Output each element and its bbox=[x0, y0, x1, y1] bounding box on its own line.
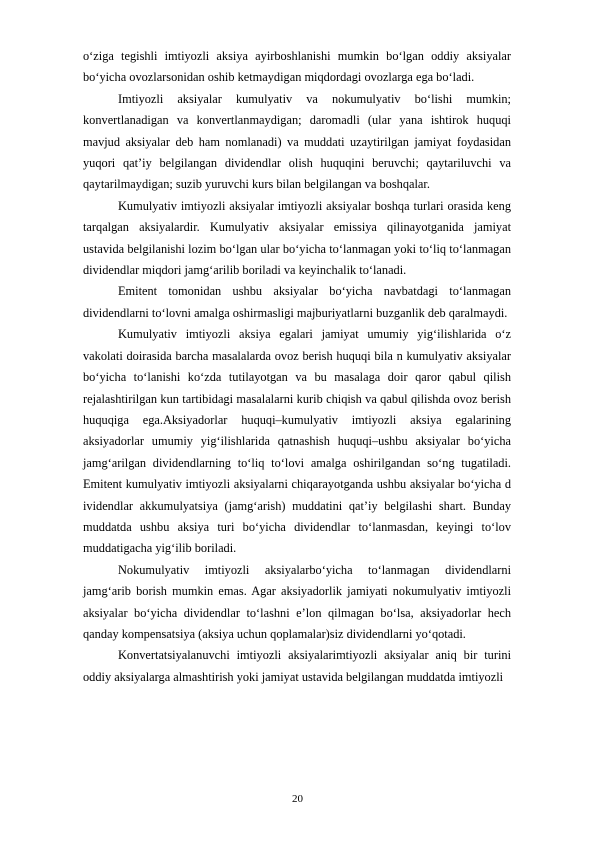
paragraph-cumulative-holders-rights: Kumulyativ imtiyozli aksiya egalari jamiyat umumiy yig‘ilishlarida o‘z vakolati doirasida barcha masalalarda ovoz berish huquqi bila n kumulyativ aksiyalar bo‘yicha to‘lanishi ko‘zda tutilayotgan va bu masalaga doir qaror qabul qilish rejalashtirilgan kun tartibidagi masalalarni kurib chiqish va qabul qilishda ovoz berish huquqiga ega.Aksiyadorlar huquqi–kumulyativ imtiyozli aksiya egalarining aksiyadorlar umumiy yig‘ilishlarida qatnashish huquqi–ushbu aksiyalar bo‘yicha jamg‘arilgan dividendlarning to‘liq to‘lovi amalga oshirilgandan so‘ng tugatiladi. Emitent kumulyativ imtiyozli aksiyalarni chiqarayotganda ushbu aksiyalar bo‘yicha d ividendlar akkumulyatsiya (jamg‘arish) muddatini qat’iy belgilashi shart. Bunday muddatda ushbu aksiya turi bo‘yicha dividendlar to‘lanmasdan, keyingi to‘lov muddatigacha yig‘ilib boriladi. bbox=[83, 327, 511, 556]
page-number: 20 bbox=[292, 793, 303, 805]
paragraph-convertible-shares: Konvertatsiyalanuvchi imtiyozli aksiyalarimtiyozli aksiyalar aniq bir turini oddiy aksiyalarga almashtirish yoki jamiyat ustavida belgilangan muddatda imtiyozli bbox=[83, 648, 511, 684]
paragraph-cumulative-shares: Kumulyativ imtiyozli aksiyalar imtiyozli aksiyalar boshqa turlari orasida keng tarqalgan aksiyalardir. Kumulyativ aksiyalar emissiya qilinayotganida jamiyat ustavida belgilanishi lozim bo‘lgan ular bo‘yicha to‘lanmagan yoki to‘liq to‘lanmagan dividendlar miqdori jamg‘arilib boriladi va keyinchalik to‘lanadi. bbox=[83, 198, 511, 278]
paragraph-issuer-obligation: Emitent tomonidan ushbu aksiyalar bo‘yicha navbatdagi to‘lanmagan dividendlarni to‘lovni amalga oshirmasligi majburiyatlarni buzganlik deb qaralmaydi. bbox=[83, 284, 511, 320]
document-page bbox=[83, 46, 511, 688]
paragraph-continuation: o‘ziga tegishli imtiyozli aksiya ayirboshlanishi mumkin bo‘lgan oddiy aksiyalar bo‘yicha ovozlarsonidan oshib ketmaydigan miqdordagi ovozlarga ega bo‘ladi. bbox=[83, 49, 511, 85]
paragraph-preferred-share-types: Imtiyozli aksiyalar kumulyativ va nokumulyativ bo‘lishi mumkin; konvertlanadigan va konvertlanmaydigan; daromadli (ular yana ishtirok huquqi mavjud aksiyalar deb ham nomlanadi) va muddati uzaytirilgan jamiyat foydasidan yuqori qat’iy belgilangan dividendlar olish huquqini beruvchi; qaytariluvchi va qaytarilmaydigan; suzib yuruvchi kurs bilan belgilangan va boshqalar. bbox=[83, 91, 511, 192]
paragraph-noncumulative-shares: Nokumulyativ imtiyozli aksiyalarbo‘yicha to‘lanmagan dividendlarni jamg‘arib borish mumkin emas. Agar aksiyadorlik jamiyati nokumulyativ imtiyozli aksiyalar bo‘yicha dividendlar to‘lashni e’lon qilmagan bo‘lsa, aksiyadorlar hech qanday kompensatsiya (aksiya uchun qoplamalar)siz dividendlarni yo‘qotadi. bbox=[83, 562, 511, 641]
